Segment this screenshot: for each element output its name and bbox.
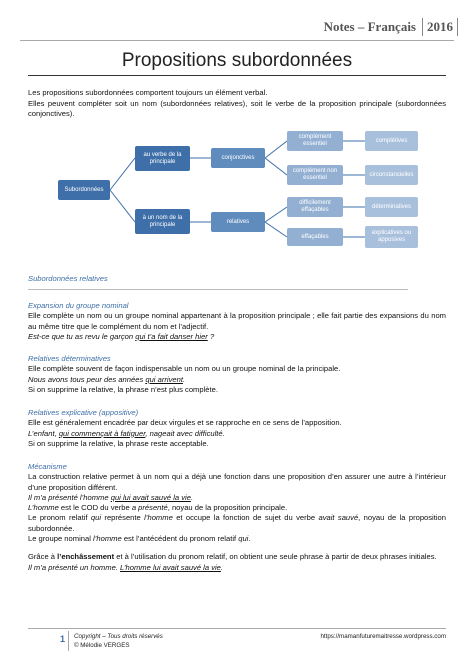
emph: L’homme (28, 503, 59, 513)
explicative-section (28, 408, 446, 449)
header-year: 2016 (422, 18, 458, 36)
footer-author: © Mélodie VERGES (74, 641, 130, 649)
expansion-section (28, 301, 446, 342)
intro-line-2: Elles peuvent compléter soit un nom (subordonnées relatives), soit le verbe de la proposition principale (subordonnées conjonctives). (28, 98, 446, 118)
emph: qui (90, 513, 102, 523)
mecanisme-text-1: La construction relative permet à un nom qui a déjà une fonction dans une proposition d’en assurer une autre à l’intérieur d’une proposition différent. (28, 472, 446, 492)
header-divider (20, 40, 454, 41)
determinatives-section (28, 354, 446, 395)
example-punct: ? (207, 331, 215, 341)
text: et à l’utilisation du pronom relatif, on obtient une seule phrase à partir de deux phrases initiales. (114, 552, 437, 562)
node-effacables: effaçables (287, 228, 343, 246)
mecanisme-example-1 (28, 493, 446, 503)
mecanisme-text-4 (28, 534, 446, 544)
example-punct: . (182, 374, 186, 384)
footer-separator (68, 631, 69, 651)
intro-line-1: Les propositions subordonnées comportent toujours un élément verbal. (28, 88, 268, 97)
node-difficilement-effacables: difficilement effaçables (287, 197, 343, 217)
text: , noyau de la proposition principale. (167, 503, 288, 513)
mecanisme-text-2 (28, 503, 446, 513)
determinatives-title: Relatives déterminatives (28, 354, 111, 363)
text: est le COD du verbe (58, 503, 132, 513)
text: et occupe la fonction de sujet du verbe (172, 513, 319, 523)
node-determinatives: déterminatives (365, 197, 418, 217)
node-subordonnees: Subordonnées (58, 180, 110, 200)
footer-credits (74, 633, 163, 650)
example-relative: L’homme lui avait sauvé la vie (120, 562, 221, 572)
text: est l’antécédent du pronom relatif (121, 534, 239, 544)
subheading-relatives: Subordonnées relatives (28, 274, 108, 283)
subheading-divider (28, 289, 408, 290)
node-conjonctives: conjonctives (211, 148, 265, 168)
expansion-title: Expansion du groupe nominal (28, 301, 129, 310)
spacer (28, 544, 446, 552)
title-divider (28, 75, 446, 76)
example-text: Nous avons tous peur des années (28, 374, 146, 384)
example-relative: qui commençait à fatiguer (58, 428, 146, 438)
example-punct: . (190, 492, 194, 502)
text: . (248, 534, 251, 544)
example-text: L’enfant, (28, 428, 59, 438)
node-complement-essentiel: complément essentiel (287, 131, 343, 151)
subheading-block (28, 274, 446, 284)
header-title: Notes – Français (323, 19, 416, 34)
text: , noyau de la proposition subordonnée. (28, 513, 446, 533)
page-number: 1 (60, 634, 66, 644)
determinatives-note: Si on supprime la relative, la phrase n’est plus complète. (28, 384, 218, 394)
explicative-note: Si on supprime la relative, la phrase reste acceptable. (28, 438, 209, 448)
node-explicatives: explicatives ou apposives (365, 226, 418, 248)
mecanisme-section (28, 462, 446, 573)
node-relatives: relatives (211, 212, 265, 232)
page-header (324, 16, 458, 38)
example-relative: qui t’a fait danser hier (135, 331, 208, 341)
determinatives-example (28, 375, 446, 385)
footer-copyright: Copyright – Tous droits réservés (74, 633, 163, 640)
example-relative: qui arrivent (145, 374, 183, 384)
example-punct: . (220, 562, 224, 572)
mecanisme-text-3 (28, 513, 446, 534)
node-complement-non-essentiel: complément non essentiel (287, 165, 343, 185)
mecanisme-example-2 (28, 563, 446, 573)
example-text: Il m’a présenté un homme. (28, 562, 121, 572)
emph: avait sauvé (318, 513, 359, 523)
bold-term: l’enchâssement (57, 552, 115, 562)
page-title: Propositions subordonnées (121, 50, 353, 71)
text: Le groupe nominal (28, 534, 94, 544)
emph: a présenté (131, 503, 168, 513)
node-circonstancielles: circonstancielles (365, 165, 418, 185)
mecanisme-title: Mécanisme (28, 462, 67, 471)
explicative-text: Elle est généralement encadrée par deux virgules et se rapproche en ce sens de l’apposition. (28, 418, 342, 428)
example-relative: qui lui avait sauvé la vie (110, 492, 191, 502)
text: représente (101, 513, 145, 523)
example-text: Est-ce que tu as revu le garçon (28, 331, 136, 341)
determinatives-text: Elle complète souvent de façon indispensable un nom ou un groupe nominal de la principale. (28, 364, 341, 374)
example-punct: , nageait avec difficulté. (145, 428, 225, 438)
emph: qui (238, 534, 249, 544)
footer-url[interactable]: https://mamanfuturemaitresse.wordpress.com (320, 633, 446, 640)
example-text: Il m’a présenté l’homme (28, 492, 111, 502)
expansion-example (28, 332, 446, 342)
footer-divider (28, 628, 446, 629)
text: Grâce à (28, 552, 58, 562)
node-nom-principale: à un nom de la principale (135, 209, 190, 234)
classification-diagram (55, 126, 435, 254)
mecanisme-text-5 (28, 552, 446, 562)
text: Le pronom relatif (28, 513, 91, 523)
emph: l’homme (93, 534, 122, 544)
explicative-title: Relatives explicative (appositive) (28, 408, 139, 417)
intro (28, 88, 446, 120)
node-verbe-principale: au verbe de la principale (135, 146, 190, 171)
explicative-example (28, 429, 446, 439)
expansion-text: Elle complète un nom ou un groupe nominal appartenant à la proposition principale ; elle fait partie des expansions du nom au même titre que le complément du nom et l’adjectif. (28, 311, 446, 331)
emph: l’homme (144, 513, 173, 523)
node-completives: complétives (365, 131, 418, 151)
